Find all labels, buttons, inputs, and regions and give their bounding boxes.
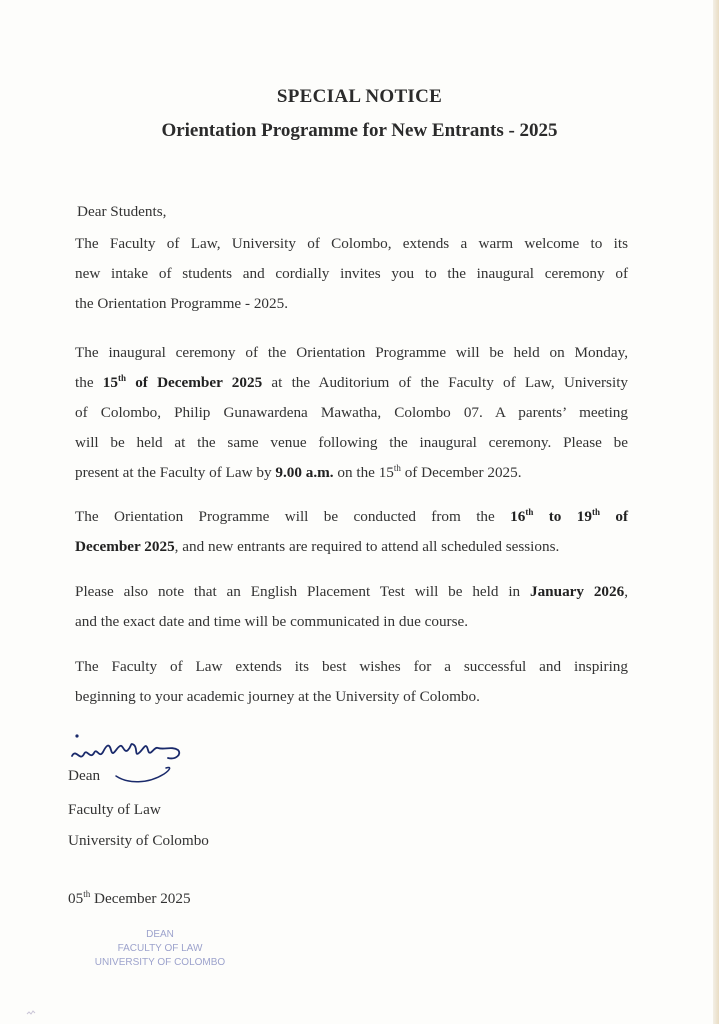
paragraph-line: December 2025, and new entrants are required to attend all scheduled sessions. (75, 538, 560, 555)
paragraph-placement-test (75, 577, 628, 637)
paragraph-line: and the exact date and time will be communicated in due course. (75, 613, 469, 630)
paragraph-line: The inaugural ceremony of the Orientation Programme will be held on Monday, (75, 344, 628, 361)
notice-subtitle: Orientation Programme for New Entrants - 2025 (161, 120, 558, 141)
paragraph-line: The Faculty of Law extends its best wishes for a successful and inspiring (75, 658, 628, 675)
paragraph-line: beginning to your academic journey at the University of Colombo. (75, 688, 480, 705)
paragraph-ceremony (75, 338, 628, 488)
signatory-faculty: Faculty of Law (68, 801, 161, 818)
paragraph-line: of Colombo, Philip Gunawardena Mawatha, Colombo 07. A parents’ meeting (75, 404, 628, 421)
dean-stamp (60, 928, 260, 970)
paragraph-line: The Faculty of Law, University of Colombo, extends a warm welcome to its (75, 235, 628, 252)
paragraph-welcome (75, 229, 628, 319)
salutation: Dear Students, (77, 203, 167, 220)
signatory-role: Dean (68, 767, 101, 784)
paragraph-line: the Orientation Programme - 2025. (75, 295, 288, 312)
paper-mark (26, 1010, 36, 1016)
paragraph-line: Please also note that an English Placement Test will be held in January 2026, (75, 583, 629, 600)
stamp-line: DEAN (146, 929, 174, 940)
paragraph-best-wishes (75, 652, 628, 712)
stamp-line: FACULTY OF LAW (117, 943, 203, 954)
notice-date: 05th December 2025 (68, 889, 191, 907)
paragraph-line: new intake of students and cordially invites you to the inaugural ceremony of (75, 265, 628, 282)
paragraph-line: will be held at the same venue following the inaugural ceremony. Please be (75, 434, 628, 451)
paragraph-programme (75, 502, 628, 562)
paragraph-line: present at the Faculty of Law by 9.00 a.m. on the 15th of December 2025. (75, 463, 522, 481)
notice-title: SPECIAL NOTICE (276, 86, 443, 107)
signatory-university: University of Colombo (68, 832, 209, 849)
paper-edge-shadow (713, 0, 719, 1024)
paragraph-line: The Orientation Programme will be conducted from the 16th to 19th of (75, 507, 629, 525)
stamp-line: UNIVERSITY OF COLOMBO (94, 957, 226, 968)
paragraph-line: the 15th of December 2025 at the Auditorium of the Faculty of Law, University (75, 373, 629, 391)
